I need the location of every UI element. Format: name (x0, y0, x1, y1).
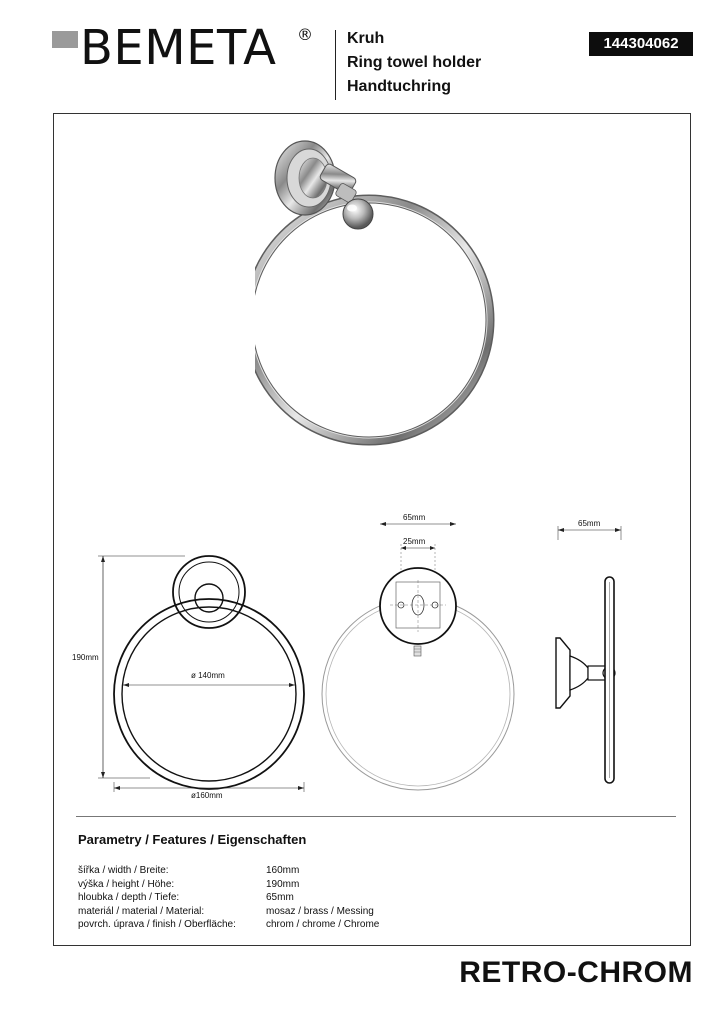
spec-value: 160mm (266, 865, 300, 876)
spec-label: povrch. úprava / finish / Oberfläche: (78, 919, 236, 930)
registered-mark: ® (297, 25, 313, 44)
spec-value: 65mm (266, 892, 294, 903)
header-divider (335, 30, 336, 100)
front-view (72, 556, 304, 800)
product-names (347, 27, 481, 99)
product-name-cz: Kruh (347, 30, 385, 47)
inner-diameter-label: ø 140mm (191, 671, 225, 680)
side-wall-plate (556, 638, 570, 708)
product-photo (255, 130, 495, 460)
depth-label: 65mm (578, 519, 601, 528)
logo-square (52, 31, 78, 48)
product-name-en: Ring towel holder (347, 54, 482, 71)
spec-row-depth (78, 891, 379, 905)
set-screw (414, 646, 421, 656)
spec-label: šířka / width / Breite: (78, 865, 169, 876)
section-divider (76, 816, 676, 817)
mount-width-label: 65mm (403, 513, 426, 522)
spec-row-material (78, 905, 379, 919)
spec-value: 190mm (266, 878, 300, 890)
product-name-de: Handtuchring (347, 78, 451, 95)
side-view (556, 519, 621, 783)
mount-view (322, 513, 514, 790)
spec-value: mosaz / brass / Messing (266, 905, 374, 917)
ring-knob (343, 199, 373, 229)
brand-logo: BEMETA (80, 20, 277, 76)
series-name: RETRO-CHROM (459, 956, 693, 989)
height-dimension-label: 190mm (72, 653, 99, 662)
ring (255, 199, 490, 441)
features-title: Parametry / Features / Eigenschaften (78, 832, 307, 847)
hole-spacing-label: 25mm (403, 537, 426, 546)
spec-row-height (78, 878, 379, 892)
spec-row-width (78, 864, 379, 878)
spec-label: hloubka / depth / Tiefe: (78, 892, 180, 903)
spec-label: materiál / material / Material: (78, 905, 205, 917)
product-code: 144304062 (589, 32, 693, 56)
spec-label: výška / height / Höhe: (78, 878, 175, 890)
outer-diameter-label: ø160mm (191, 791, 223, 800)
header (0, 0, 724, 110)
spec-value: chrom / chrome / Chrome (266, 919, 380, 930)
specifications-table (78, 864, 379, 932)
technical-drawings (60, 510, 640, 800)
spec-row-finish (78, 918, 379, 932)
